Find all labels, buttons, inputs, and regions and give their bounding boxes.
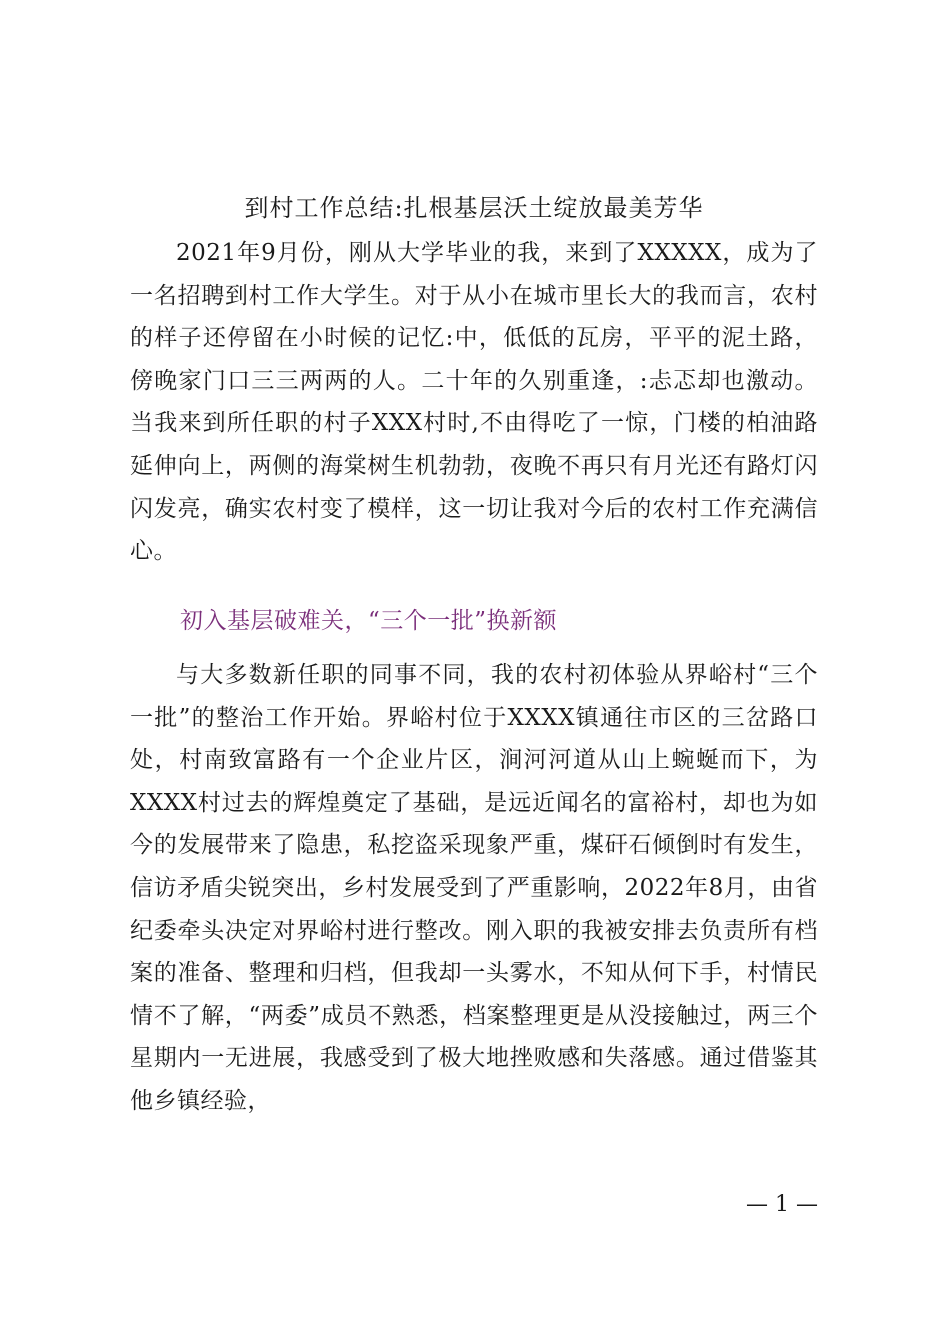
paragraph-2: 与大多数新任职的同事不同，我的农村初体验从界峪村“三个一批”的整治工作开始。界峪村位于XXXX镇通往市区的三岔路口处，村南致富路有一个企业片区，涧河河道从山上蜿蜒而下，为XXXX村过去的辉煌奠定了基础，是远近闻名的富裕村，却也为如今的发展带来了隐患，私挖盗采现象严重，煤矸石倾倒时有发生，信访矛盾尖锐突出，乡村发展受到了严重影响，2022年8月，由省纪委牵头决定对界峪村进行整改。刚入职的我被安排去负责所有档案的准备、整理和归档，但我却一头雾水，不知从何下手，村情民情不了解，“两委”成员不熟悉，档案整理更是从没接触过，两三个星期内一无进展，我感受到了极大地挫败感和失落感。通过借鉴其他乡镇经验， bbox=[130, 662, 818, 1114]
page-number: — 1 — bbox=[746, 1192, 818, 1217]
document-title: 到村工作总结:扎根基层沃土绽放最美芳华 bbox=[244, 194, 704, 222]
paragraph-block-1 bbox=[130, 232, 818, 573]
paragraph-block-2 bbox=[130, 654, 818, 1123]
section-subheading: 初入基层破难关，“三个一批”换新额 bbox=[180, 608, 558, 634]
paragraph-1: 2021年9月份，刚从大学毕业的我，来到了XXXXX，成为了一名招聘到村工作大学生。对于从小在城市里长大的我而言，农村的样子还停留在小时候的记忆:中，低低的瓦房，平平的泥土路，傍晚家门口三三两两的人。二十年的久别重逢，:忐忑却也激动。当我来到所任职的村子XXX村时,不由得吃了一惊，门楼的柏油路延伸向上，两侧的海棠树生机勃勃，夜晚不再只有月光还有路灯闪闪发亮，确实农村变了模样，这一切让我对今后的农村工作充满信心。 bbox=[130, 240, 818, 565]
